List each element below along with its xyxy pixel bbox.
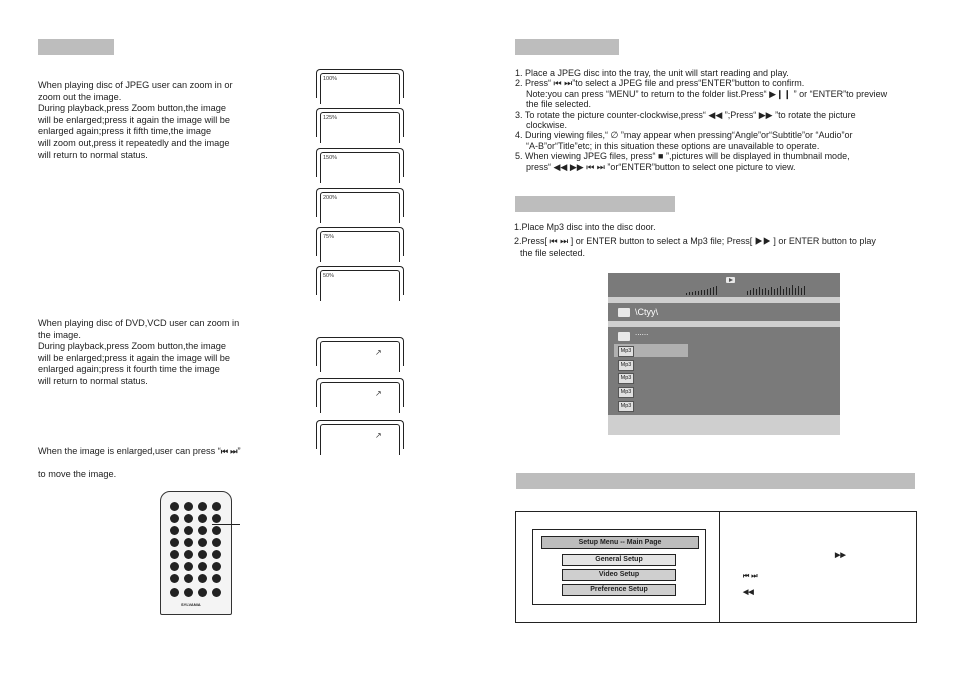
jpeg-step-line: 1. Place a JPEG disc into the tray, the unit will start reading and play. (515, 68, 789, 78)
prev-next-icon: ⏮ ⏭ (743, 573, 758, 580)
zoom-level-label: 100% (323, 76, 338, 82)
dvd-zoom-frame-3 (316, 420, 404, 449)
remote-button (184, 588, 193, 597)
mp3-file-item[interactable]: Mp3 (618, 387, 634, 398)
jpeg-step-line: 2. Press“ ⏮ ⏭”to select a JPEG file and press“ENTER”button to confirm. (515, 78, 805, 89)
mp3-path-bar (608, 303, 840, 321)
remote-button (170, 588, 179, 597)
jpeg-step-line: press“ ◀◀ ▶▶ ⏮ ⏭ ”or“ENTER”button to select one picture to view. (526, 161, 796, 172)
pen-icon: ↗ (375, 431, 382, 440)
remote-button (198, 538, 207, 547)
mp3-file-item[interactable]: Mp3 (618, 401, 634, 412)
mp3-file-item[interactable]: Mp3 (618, 360, 634, 371)
setup-divider (719, 512, 720, 622)
zoom-level-label: 125% (323, 115, 338, 121)
folder-icon (618, 332, 630, 341)
remote-button (212, 562, 221, 571)
remote-button (170, 526, 179, 535)
remote-button (198, 526, 207, 535)
equalizer-bars (686, 285, 805, 295)
setup-menu-figure (515, 511, 917, 623)
mp3-line-3: the file selected. (520, 248, 586, 258)
remote-button (198, 588, 207, 597)
jpeg-steps (515, 68, 935, 172)
mp3-file-item[interactable]: Mp3 (618, 346, 634, 357)
remote-button (184, 502, 193, 511)
folder-icon (618, 308, 630, 317)
setup-menu-title: Setup Menu -- Main Page (541, 536, 699, 549)
zoom-frame-100 (316, 69, 404, 98)
move-image-text (38, 434, 298, 480)
remote-button (184, 574, 193, 583)
setup-option-general[interactable]: General Setup (562, 554, 676, 566)
callout-line (212, 524, 240, 525)
move-text-suffix: ” (237, 445, 241, 456)
remote-button (198, 514, 207, 523)
section-header-bar-zoom (38, 39, 114, 55)
remote-button (198, 550, 207, 559)
remote-button (170, 514, 179, 523)
remote-button (212, 550, 221, 559)
zoom-level-label: 75% (323, 234, 335, 240)
zoom-level-label: 150% (323, 155, 338, 161)
dvd-zoom-frame-2 (316, 378, 404, 407)
remote-button (184, 538, 193, 547)
setup-option-preference[interactable]: Preference Setup (562, 584, 676, 596)
setup-menu-screen (532, 529, 706, 605)
remote-button (170, 502, 179, 511)
pen-icon: ↗ (375, 389, 382, 398)
move-text-line2: to move the image. (38, 468, 117, 479)
mp3-parent-folder[interactable]: ...... (635, 328, 649, 337)
mp3-line-2: 2.Press[ ⏮ ⏭ ] or ENTER button to select a Mp3 file; Press[ ▶▶ ] or ENTER button to play (514, 236, 876, 246)
setup-option-video[interactable]: Video Setup (562, 569, 676, 581)
remote-button (212, 574, 221, 583)
remote-button (212, 588, 221, 597)
zoom-dvd-text: When playing disc of DVD,VCD user can zoom in the image. During playback,press Zoom button,the image will be enlarged;press it again the image will be enlarged again;press it fourth time the image will return to normal status. (38, 318, 240, 386)
remote-brand-label: SYLVANIA (181, 602, 201, 607)
remote-button (212, 538, 221, 547)
remote-button (184, 514, 193, 523)
zoom-level-label: 200% (323, 195, 338, 201)
remote-button (170, 562, 179, 571)
equalizer-graphic (608, 273, 840, 297)
zoom-level-label: 50% (323, 273, 335, 279)
zoom-frame-50 (316, 266, 404, 295)
mp3-player-screen (608, 273, 840, 435)
remote-button (184, 562, 193, 571)
remote-button (184, 550, 193, 559)
zoom-frame-150 (316, 148, 404, 177)
fast-forward-icon: ▶▶ (835, 552, 846, 559)
remote-button (212, 502, 221, 511)
mp3-path-text: \Ctyy\ (635, 307, 659, 317)
remote-button (170, 550, 179, 559)
section-header-bar-setup (516, 473, 915, 489)
remote-button (212, 526, 221, 535)
dvd-zoom-frame-1 (316, 337, 404, 366)
zoom-jpeg-text: When playing disc of JPEG user can zoom in or zoom out the image. During playback,press Zoom button,the image will be enlarged;press it again the image will be enlarged again;press it fifth time,the image will zoom out,press it repeatedly and the image will return to normal status. (38, 80, 233, 160)
pen-icon: ↗ (375, 348, 382, 357)
remote-button (170, 538, 179, 547)
remote-button (184, 526, 193, 535)
jpeg-step-line: 5. When viewing JPEG files, press“ ■ ”,pictures will be displayed in thumbnail mode, (515, 151, 850, 162)
jpeg-step-line: “A-B”or“Title”etc; in this situation these options are unavailable to operate. (526, 140, 820, 151)
section-header-bar-mp3 (515, 196, 675, 212)
jpeg-step-line: the file selected. (526, 99, 592, 110)
remote-button (170, 574, 179, 583)
jpeg-step-line: 3. To rotate the picture counter-clockwise,press“ ◀◀ ”;Press“ ▶▶ ”to rotate the picture (515, 109, 856, 120)
section-header-bar-jpeg (515, 39, 619, 55)
mp3-status-bar (608, 273, 840, 297)
remote-button (198, 502, 207, 511)
zoom-frame-75 (316, 227, 404, 256)
remote-button (198, 562, 207, 571)
mp3-file-item[interactable]: Mp3 (618, 373, 634, 384)
remote-button (198, 574, 207, 583)
zoom-frame-200 (316, 188, 404, 217)
remote-control-image (160, 491, 232, 615)
move-text-prefix: When the image is enlarged,user can press “ (38, 445, 221, 456)
rewind-icon: ◀◀ (743, 589, 754, 596)
jpeg-step-line: clockwise. (526, 120, 568, 131)
zoom-frame-125 (316, 108, 404, 137)
prev-next-icon: ⏮ ⏭ (220, 446, 238, 456)
mp3-line-1: 1.Place Mp3 disc into the disc door. (514, 222, 656, 232)
remote-button (212, 514, 221, 523)
jpeg-step-line: Note:you can press “MENU” to return to the folder list.Press“ ▶❙❙ ” or “ENTER”to preview (526, 88, 888, 99)
jpeg-step-line: 4. During viewing files,“ ∅ ”may appear when pressing“Angle”or“Subtitle”or “Audio”or (515, 130, 853, 141)
mp3-file-list (608, 327, 840, 415)
